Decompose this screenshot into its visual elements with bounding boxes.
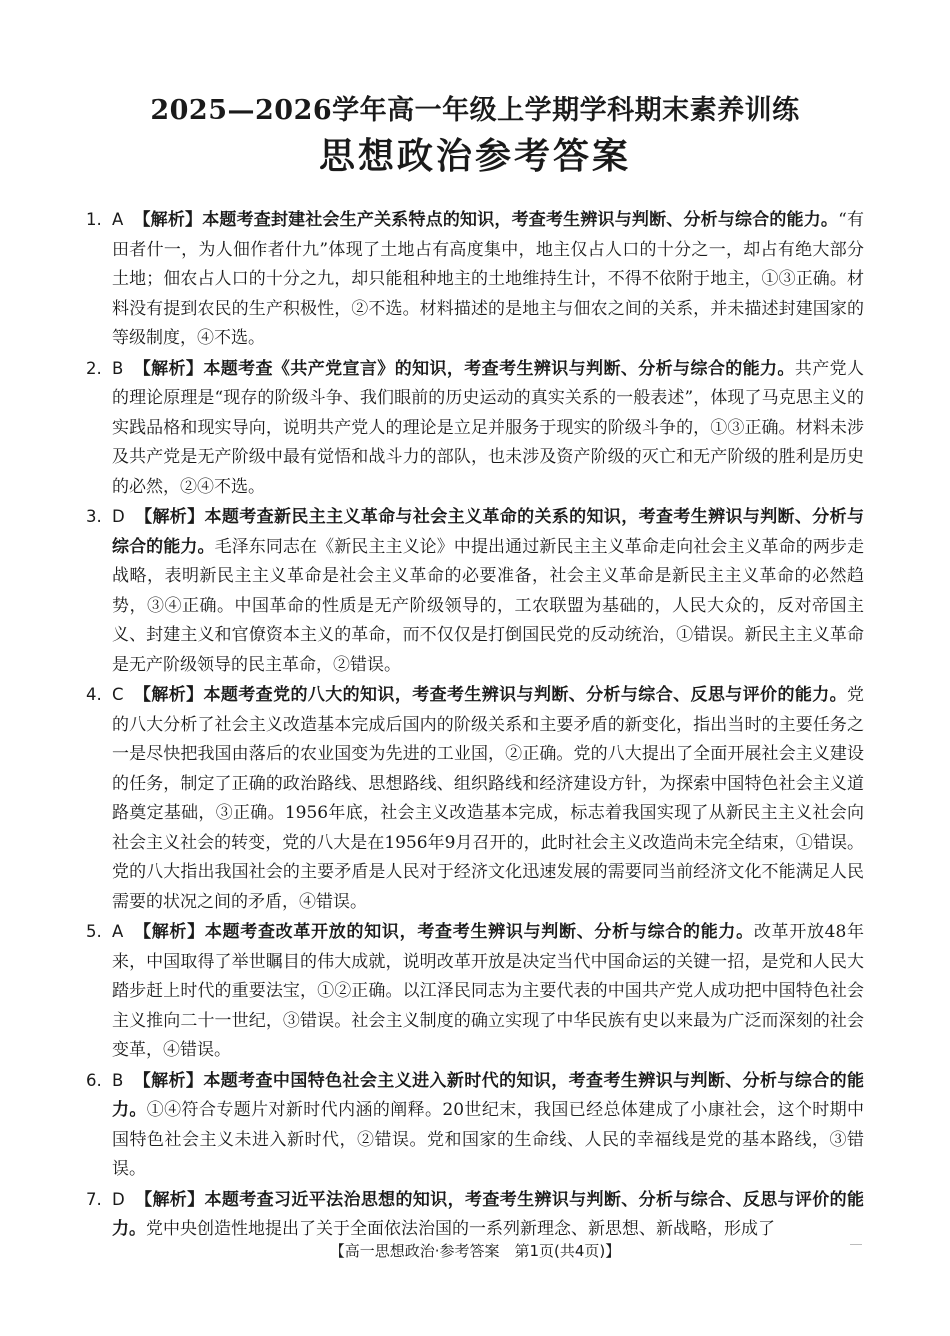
page-footer: 【高一思想政治·参考答案 第1页(共4页)】 <box>329 1242 621 1260</box>
question-number: 2. <box>86 358 102 378</box>
answer-item-2 <box>86 354 864 503</box>
analysis-body: 改革开放48年来，中国取得了举世瞩目的伟大成就，说明改革开放是决定当代中国命运的关键一招，是党和人民大踏步赶上时代的重要法宝，①②正确。以江泽民同志为主要代表的中国共产党人成功把中国特色社会主义推向二十一世纪，③错误。社会主义制度的确立实现了中华民族有史以来最为广泛而深刻的社会变革，④错误。 <box>112 922 865 1060</box>
question-number: 3. <box>86 507 102 526</box>
answer-choice: D <box>112 507 125 526</box>
answer-choice: C <box>112 685 124 704</box>
analysis-focus: 本题考查封建社会生产关系特点的知识，考查考生辨识与判断、分析与综合的能力。 <box>202 210 839 230</box>
answer-choice: B <box>112 1070 124 1090</box>
analysis-body: ①④符合专题片对新时代内涵的阐释。20世纪末，我国已经总体建成了小康社会，这个时期中国特色社会主义未进入新时代，②错误。党和国家的生命线、人民的幸福线是党的基本路线，③错误。 <box>112 1100 864 1179</box>
answer-item-5 <box>86 917 864 1066</box>
analysis-body: 共产党人的理论原理是“现存的阶级斗争、我们眼前的历史运动的真实关系的一般表述”，体现了马克思主义的实践品格和现实导向，说明共产党人的理论是立足并服务于现实的阶级斗争的，①③正确。材料未涉及共产党是无产阶级中最有觉悟和战斗力的部队，也未涉及资产阶级的灭亡和无产阶级的胜利是历史的必然，②④不选。 <box>112 358 865 497</box>
answer-list <box>86 205 864 1245</box>
answer-item-1 <box>86 205 864 354</box>
exam-title: 2025—2026学年高一年级上学期学科期末素养训练 <box>150 95 800 126</box>
analysis-focus: 本题考查党的八大的知识，考查考生辨识与判断、分析与综合、反思与评价的能力。 <box>203 685 848 705</box>
analysis-body: 毛泽东同志在《新民主主义论》中提出通过新民主主义革命走向社会主义革命的两步走战略，表明新民主主义革命是社会主义革命的必要准备，社会主义革命是新民主主义革命的必然趋势，③④正确。中国革命的性质是无产阶级领导的，工农联盟为基础的，人民大众的，反对帝国主义、封建主义和官僚资本主义的革命，而不仅仅是打倒国民党的反动统治，①错误。新民主主义革命是无产阶级领导的民主革命，②错误。 <box>112 536 865 675</box>
footer-mark <box>850 1244 862 1245</box>
analysis-focus: 本题考查《共产党宣言》的知识，考查考生辨识与判断、分析与综合的能力。 <box>203 358 795 379</box>
question-number: 6. <box>86 1070 102 1090</box>
question-number: 7. <box>86 1189 102 1209</box>
analysis-tag: 【解析】 <box>133 358 204 379</box>
analysis-tag: 【解析】 <box>133 210 203 230</box>
analysis-tag: 【解析】 <box>134 507 205 527</box>
analysis-focus: 本题考查新民主主义革命与社会主义革命的关系的知识，考查考生辨识与判断、分析与综合的能力。 <box>112 507 865 557</box>
question-number: 1. <box>86 210 102 229</box>
analysis-body: “有田者什一，为人佃作者什九”体现了土地占有高度集中，地主仅占人口的十分之一，却占有绝大部分土地；佃农占人口的十分之九，却只能租种地主的土地维持生计，不得不依附于地主，①③正确。材料没有提到农民的生产积极性，②不选。材料描述的是地主与佃农之间的关系，并未描述封建国家的等级制度，④不选。 <box>112 210 865 348</box>
answer-item-3 <box>86 502 864 680</box>
answer-item-7 <box>86 1185 864 1245</box>
analysis-focus: 本题考查改革开放的知识，考查考生辨识与判断、分析与综合的能力。 <box>204 922 754 942</box>
analysis-focus: 本题考查中国特色社会主义进入新时代的知识，考查考生辨识与判断、分析与综合的能力。 <box>112 1070 865 1120</box>
answer-choice: A <box>112 922 124 941</box>
answer-choice: A <box>112 210 124 229</box>
analysis-body: 党中央创造性地提出了关于全面依法治国的一系列新理念、新思想、新战略，形成了 <box>146 1219 775 1239</box>
answer-key-title: 思想政治参考答案 <box>318 135 631 177</box>
analysis-tag: 【解析】 <box>134 1189 205 1210</box>
analysis-body: 党的八大分析了社会主义改造基本完成后国内的阶级关系和主要矛盾的新变化，指出当时的主要任务之一是尽快把我国由落后的农业国变为先进的工业国，②正确。党的八大提出了全面开展社会主义建设的任务，制定了正确的政治路线、思想路线、组织路线和经济建设方针，为探索中国特色社会主义道路奠定基础，③正确。1956年底，社会主义改造基本完成，标志着我国实现了从新民主主义社会向社会主义社会的转变，党的八大是在1956年9月召开的，此时社会主义改造尚未完全结束，①错误。党的八大指出我国社会的主要矛盾是人民对于经济文化迅速发展的需要同当前经济文化不能满足人民需要的状况之间的矛盾，④错误。 <box>112 685 865 912</box>
analysis-tag: 【解析】 <box>133 922 205 942</box>
answer-choice: D <box>112 1189 125 1209</box>
answer-item-6 <box>86 1066 864 1185</box>
analysis-tag: 【解析】 <box>133 1070 204 1091</box>
question-number: 5. <box>86 922 102 941</box>
question-number: 4. <box>86 685 102 704</box>
analysis-tag: 【解析】 <box>133 685 204 705</box>
answer-choice: B <box>112 358 124 378</box>
answer-item-4 <box>86 680 864 917</box>
analysis-focus: 本题考查习近平法治思想的知识，考查考生辨识与判断、分析与综合、反思与评价的能力。 <box>112 1189 865 1239</box>
